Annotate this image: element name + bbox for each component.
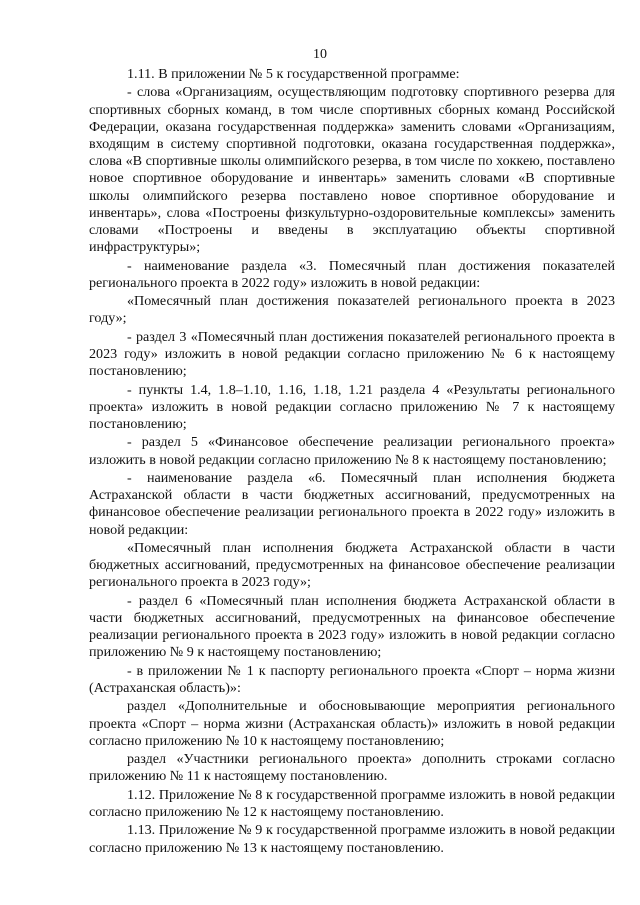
paragraph-section-5: - раздел 5 «Финансовое обеспечение реализации регионального проекта» изложить в новой редакции согласно приложению № 8 к настоящему постановлению; bbox=[89, 434, 615, 468]
paragraph-additional-measures: раздел «Дополнительные и обосновывающие мероприятия регионального проекта «Спорт – норма жизни (Астраханская область)» изложить в новой редакции согласно приложению № 10 к настоящему постановлению; bbox=[89, 698, 615, 749]
paragraph-1-11: 1.11. В приложении № 5 к государственной программе: bbox=[127, 66, 460, 82]
paragraph-1-12: 1.12. Приложение № 8 к государственной программе изложить в новой редакции согласно приложению № 12 к настоящему постановлению. bbox=[89, 786, 615, 820]
paragraph-appendix-1: - в приложении № 1 к паспорту регионального проекта «Спорт – норма жизни (Астраханская область)»: bbox=[89, 662, 615, 696]
page-number: 10 bbox=[313, 47, 327, 62]
paragraph-participants: раздел «Участники регионального проекта» дополнить строками согласно приложению № 11 к настоящему постановлению. bbox=[89, 751, 615, 785]
paragraph-section-3-title: - наименование раздела «3. Помесячный план достижения показателей регионального проекта в 2022 году» изложить в новой редакции: bbox=[89, 257, 615, 291]
paragraph-section-3-new-title: «Помесячный план достижения показателей регионального проекта в 2023 году»; bbox=[89, 293, 615, 327]
paragraph-section-6-title: - наименование раздела «6. Помесячный план исполнения бюджета Астраханской области в части бюджетных ассигнований, предусмотренных на финансовое обеспечение реализации регионального проекта в 2022 году» изложить в новой редакции: bbox=[89, 469, 615, 538]
paragraph-section-3: - раздел 3 «Помесячный план достижения показателей регионального проекта в 2023 году» изложить в новой редакции согласно приложению № 6 к настоящему постановлению; bbox=[89, 328, 615, 380]
paragraph-section-6-new-title: «Помесячный план исполнения бюджета Астраханской области в части бюджетных ассигнований, предусмотренных на финансовое обеспечение реализации регионального проекта в 2023 году»; bbox=[89, 539, 615, 591]
paragraph-section-4-items: - пункты 1.4, 1.8–1.10, 1.16, 1.18, 1.21 раздела 4 «Результаты регионального проекта» изложить в новой редакции согласно приложению № 7 к настоящему постановлению; bbox=[89, 381, 615, 432]
paragraph-section-6: - раздел 6 «Помесячный план исполнения бюджета Астраханской области в части бюджетных ассигнований, предусмотренных на финансовое обеспечение реализации регионального проекта в 2023 году» изложить в новой редакции согласно приложению № 9 к настоящему постановлению; bbox=[89, 592, 615, 661]
paragraph-words-replacement: - слова «Организациям, осуществляющим подготовку спортивного резерва для спортивных сборных команд, в том числе спортивных сборных команд Российской Федерации, оказана государственная поддержка» заменить словами «Организациям, входящим в систему спортивной подготовки, оказана государственная поддержка», слова «В спортивные школы олимпийского резерва, в том числе по хоккею, поставлено новое спортивное оборудование и инвентарь» заменить словами «В спортивные школы олимпийского резерва поставлено новое спортивное оборудование и инвентарь», слова «Построены физкультурно-оздоровительные комплексы» заменить словами «Построены и введены в эксплуатацию объекты спортивной инфраструктуры»; bbox=[89, 84, 615, 256]
paragraph-1-13: 1.13. Приложение № 9 к государственной программе изложить в новой редакции согласно приложению № 13 к настоящему постановлению. bbox=[89, 822, 615, 856]
document-body bbox=[89, 66, 615, 858]
